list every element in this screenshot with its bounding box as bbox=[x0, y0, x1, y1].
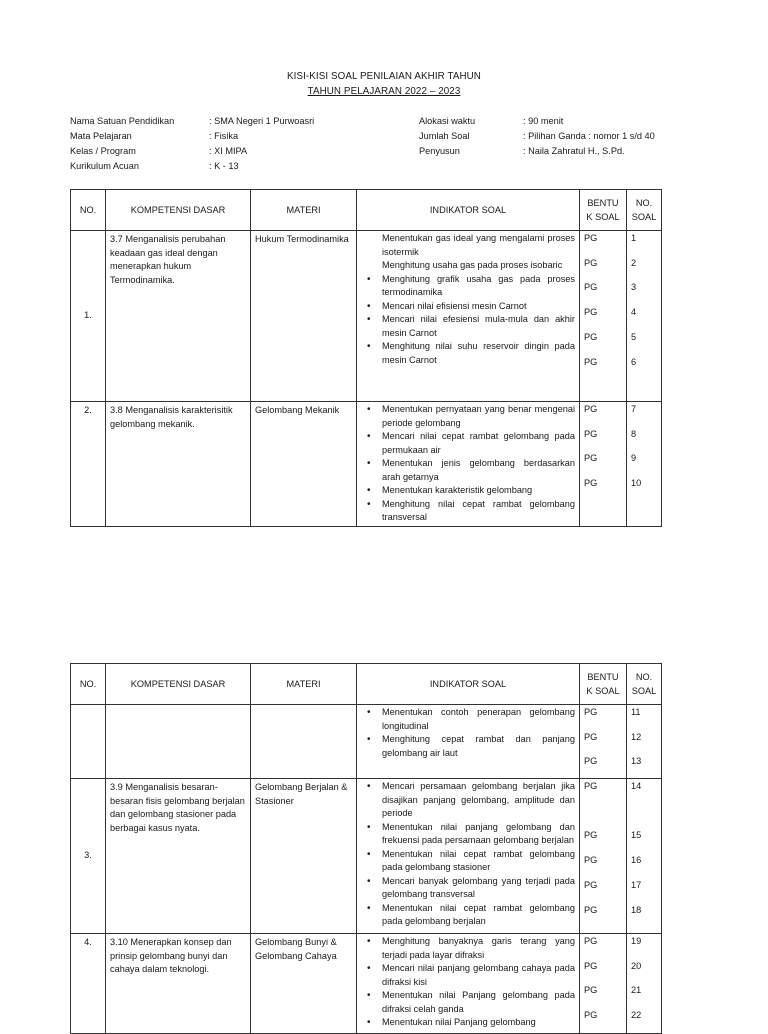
col-header-indikator: INDIKATOR SOAL bbox=[357, 664, 580, 705]
col-header-no: NO. bbox=[71, 664, 106, 705]
bentuk-soal-value: PG bbox=[584, 332, 598, 342]
col-header-no: NO. bbox=[71, 190, 106, 231]
col-header-indikator: INDIKATOR SOAL bbox=[357, 190, 580, 231]
materi-cell: Gelombang Berjalan & Stasioner bbox=[251, 779, 357, 934]
no-soal-value: 8 bbox=[631, 429, 637, 439]
bentuk-soal-value: PG bbox=[584, 282, 598, 292]
no-soal-cell bbox=[627, 231, 662, 402]
no-soal-value: 1 bbox=[631, 233, 637, 243]
no-soal-cell bbox=[627, 402, 662, 527]
meta-right-value-0: : 90 menit bbox=[523, 116, 564, 126]
col-header-no-soal bbox=[627, 190, 662, 231]
bentuk-soal-value: PG bbox=[584, 478, 598, 488]
col-header-bentuk-line2: K SOAL bbox=[586, 686, 620, 696]
indikator-cell bbox=[357, 779, 580, 934]
no-soal-value: 22 bbox=[631, 1010, 642, 1020]
bentuk-soal-value: PG bbox=[584, 985, 598, 995]
row-number bbox=[71, 705, 106, 779]
no-soal-value: 5 bbox=[631, 332, 637, 342]
kompetensi-dasar-cell bbox=[106, 705, 251, 779]
bentuk-soal-value: PG bbox=[584, 880, 598, 890]
no-soal-value: 20 bbox=[631, 961, 642, 971]
indikator-item: • Menentukan nilai panjang gelombang dan frekuensi pada persamaan gelombang berjalan bbox=[382, 821, 575, 848]
bentuk-soal-value: PG bbox=[584, 855, 598, 865]
col-header-bentuk-line2: K SOAL bbox=[586, 212, 620, 222]
indikator-item: • Menentukan nilai cepat rambat gelombang pada gelombang berjalan bbox=[382, 902, 575, 929]
materi-cell: Gelombang Mekanik bbox=[251, 402, 357, 527]
materi-cell: Hukum Termodinamika bbox=[251, 231, 357, 402]
no-soal-cell bbox=[627, 705, 662, 779]
indikator-item: • Menentukan jenis gelombang berdasarkan arah getarnya bbox=[382, 457, 575, 484]
indikator-item: • Menentukan karakteristik gelombang bbox=[382, 484, 575, 498]
meta-left-value-1: : Fisika bbox=[209, 131, 239, 141]
row-number: 3. bbox=[71, 779, 106, 934]
table-row bbox=[71, 705, 662, 779]
document-title: KISI-KISI SOAL PENILAIAN AKHIR TAHUN bbox=[287, 71, 481, 82]
col-header-materi: MATERI bbox=[251, 664, 357, 705]
no-soal-value: 21 bbox=[631, 985, 642, 995]
no-soal-value: 15 bbox=[631, 830, 642, 840]
materi-cell bbox=[251, 705, 357, 779]
col-header-kompetensi-dasar: KOMPETENSI DASAR bbox=[106, 190, 251, 231]
col-header-nosoal-line1: NO. bbox=[635, 198, 653, 208]
bentuk-soal-value: PG bbox=[584, 233, 598, 243]
indikator-cell bbox=[357, 705, 580, 779]
bentuk-soal-value: PG bbox=[584, 357, 598, 367]
meta-right-label-0: Alokasi waktu bbox=[419, 116, 476, 126]
indikator-cell bbox=[357, 402, 580, 527]
table-row bbox=[71, 779, 662, 934]
meta-left-label-1: Mata Pelajaran bbox=[70, 131, 132, 141]
indikator-item: • Menghitung nilai cepat rambat gelombang transversal bbox=[382, 498, 575, 525]
indikator-item: • Menghitung cepat rambat dan panjang gelombang air laut bbox=[382, 733, 575, 760]
indikator-list bbox=[363, 706, 575, 760]
bentuk-soal-value: PG bbox=[584, 756, 598, 766]
bentuk-soal-value: PG bbox=[584, 707, 598, 717]
bentuk-soal-value: PG bbox=[584, 1010, 598, 1020]
indikator-item: • Menentukan nilai Panjang gelombang pada difraksi celah ganda bbox=[382, 989, 575, 1016]
indikator-item: • Menentukan nilai Panjang gelombang bbox=[382, 1016, 575, 1030]
indikator-item: • Menghitung grafik usaha gas pada proses termodinamika bbox=[382, 273, 575, 300]
indikator-item: • Menentukan nilai cepat rambat gelombang pada gelombang stasioner bbox=[382, 848, 575, 875]
indikator-cell bbox=[357, 231, 580, 402]
row-number: 2. bbox=[71, 402, 106, 527]
row-number: 1. bbox=[71, 231, 106, 402]
indikator-item: • Mencari nilai efisiensi mesin Carnot bbox=[382, 300, 575, 314]
meta-right-value-2: : Naila Zahratul H., S.Pd. bbox=[523, 146, 625, 156]
bentuk-soal-value: PG bbox=[584, 404, 598, 414]
no-soal-value: 9 bbox=[631, 453, 637, 463]
indikator-item: • Mencari persamaan gelombang berjalan jika disajikan panjang gelombang, amplitude dan periode bbox=[382, 780, 575, 821]
no-soal-value: 16 bbox=[631, 855, 642, 865]
no-soal-value: 7 bbox=[631, 404, 637, 414]
bentuk-soal-cell bbox=[580, 779, 627, 934]
indikator-item: • Mencari nilai efesiensi mula-mula dan akhir mesin Carnot bbox=[382, 313, 575, 340]
bentuk-soal-value: PG bbox=[584, 307, 598, 317]
bentuk-soal-value: PG bbox=[584, 732, 598, 742]
indikator-item: • Menentukan contoh penerapan gelombang longitudinal bbox=[382, 706, 575, 733]
col-header-nosoal-line2: SOAL bbox=[631, 686, 657, 696]
meta-left-value-2: : XI MIPA bbox=[209, 146, 248, 156]
bentuk-soal-value: PG bbox=[584, 781, 598, 791]
bentuk-soal-cell bbox=[580, 934, 627, 1034]
col-header-materi: MATERI bbox=[251, 190, 357, 231]
meta-left-value-3: : K - 13 bbox=[209, 161, 239, 171]
indikator-item: • Menghitung nilai suhu reservoir dingin pada mesin Carnot bbox=[382, 340, 575, 367]
indikator-cell bbox=[357, 934, 580, 1034]
no-soal-value: 17 bbox=[631, 880, 642, 890]
indikator-list bbox=[363, 403, 575, 525]
col-header-nosoal-line2: SOAL bbox=[631, 212, 657, 222]
bentuk-soal-value: PG bbox=[584, 830, 598, 840]
kisi-table-2 bbox=[70, 663, 662, 1034]
kompetensi-dasar-cell: 3.9 Menganalisis besaran-besaran fisis gelombang berjalan dan gelombang stasioner pada berbagai kasus nyata. bbox=[106, 779, 251, 934]
bentuk-soal-cell bbox=[580, 402, 627, 527]
meta-left-label-0: Nama Satuan Pendidikan bbox=[70, 116, 175, 126]
bentuk-soal-value: PG bbox=[584, 453, 598, 463]
meta-left-value-0: : SMA Negeri 1 Purwoasri bbox=[209, 116, 315, 126]
no-soal-value: 18 bbox=[631, 905, 642, 915]
col-header-bentuk-soal bbox=[580, 190, 627, 231]
meta-left-label-2: Kelas / Program bbox=[70, 146, 136, 156]
col-header-bentuk-line1: BENTU bbox=[587, 198, 619, 208]
kompetensi-dasar-cell: 3.10 Menerapkan konsep dan prinsip gelombang bunyi dan cahaya dalam teknologi. bbox=[106, 934, 251, 1034]
indikator-list bbox=[363, 232, 575, 367]
table-row bbox=[71, 231, 662, 402]
col-header-bentuk-line1: BENTU bbox=[587, 672, 619, 682]
indikator-item: • Mencari nilai panjang gelombang cahaya pada difraksi kisi bbox=[382, 962, 575, 989]
indikator-list bbox=[363, 780, 575, 929]
meta-right-label-1: Jumlah Soal bbox=[419, 131, 470, 141]
no-soal-value: 2 bbox=[631, 258, 637, 268]
materi-cell: Gelombang Bunyi & Gelombang Cahaya bbox=[251, 934, 357, 1034]
indikator-list bbox=[363, 935, 575, 1030]
no-soal-value: 12 bbox=[631, 732, 642, 742]
bentuk-soal-value: PG bbox=[584, 936, 598, 946]
table-row bbox=[71, 402, 662, 527]
document-subtitle: TAHUN PELAJARAN 2022 – 2023 bbox=[307, 86, 461, 97]
indikator-item: • Mencari banyak gelombang yang terjadi pada gelombang transversal bbox=[382, 875, 575, 902]
indikator-item: • Menghitung banyaknya garis terang yang terjadi pada layar difraksi bbox=[382, 935, 575, 962]
bentuk-soal-value: PG bbox=[584, 429, 598, 439]
no-soal-cell bbox=[627, 779, 662, 934]
no-soal-value: 11 bbox=[631, 707, 641, 717]
bentuk-soal-cell bbox=[580, 705, 627, 779]
meta-right-value-1: : Pilihan Ganda : nomor 1 s/d 40 bbox=[523, 131, 655, 141]
col-header-nosoal-line1: NO. bbox=[635, 672, 653, 682]
no-soal-value: 19 bbox=[631, 936, 642, 946]
no-soal-value: 10 bbox=[631, 478, 642, 488]
meta-left-label-3: Kurikulum Acuan bbox=[70, 161, 139, 171]
kompetensi-dasar-cell: 3.7 Menganalisis perubahan keadaan gas ideal dengan menerapkan hukum Termodinamika. bbox=[106, 231, 251, 402]
indikator-item: • Mencari nilai cepat rambat gelombang pada permukaan air bbox=[382, 430, 575, 457]
row-number: 4. bbox=[71, 934, 106, 1034]
indikator-item: Menghitung usaha gas pada proses isobaric bbox=[382, 260, 563, 270]
meta-right-label-2: Penyusun bbox=[419, 146, 460, 156]
bentuk-soal-cell bbox=[580, 231, 627, 402]
kompetensi-dasar-cell: 3.8 Menganalisis karakterisitik gelombang mekanik. bbox=[106, 402, 251, 527]
col-header-no-soal bbox=[627, 664, 662, 705]
no-soal-value: 4 bbox=[631, 307, 637, 317]
kisi-table-1 bbox=[70, 189, 662, 527]
col-header-bentuk-soal bbox=[580, 664, 627, 705]
indikator-item: Menentukan gas ideal yang mengalami proses isotermik bbox=[382, 233, 575, 257]
no-soal-value: 13 bbox=[631, 756, 642, 766]
bentuk-soal-value: PG bbox=[584, 258, 598, 268]
col-header-kompetensi-dasar: KOMPETENSI DASAR bbox=[106, 664, 251, 705]
no-soal-value: 6 bbox=[631, 357, 637, 367]
indikator-item: • Menentukan pernyataan yang benar mengenai periode gelombang bbox=[382, 403, 575, 430]
bentuk-soal-value: PG bbox=[584, 905, 598, 915]
no-soal-value: 3 bbox=[631, 282, 637, 292]
bentuk-soal-value: PG bbox=[584, 961, 598, 971]
no-soal-value: 14 bbox=[631, 781, 642, 791]
table-row bbox=[71, 934, 662, 1034]
no-soal-cell bbox=[627, 934, 662, 1034]
